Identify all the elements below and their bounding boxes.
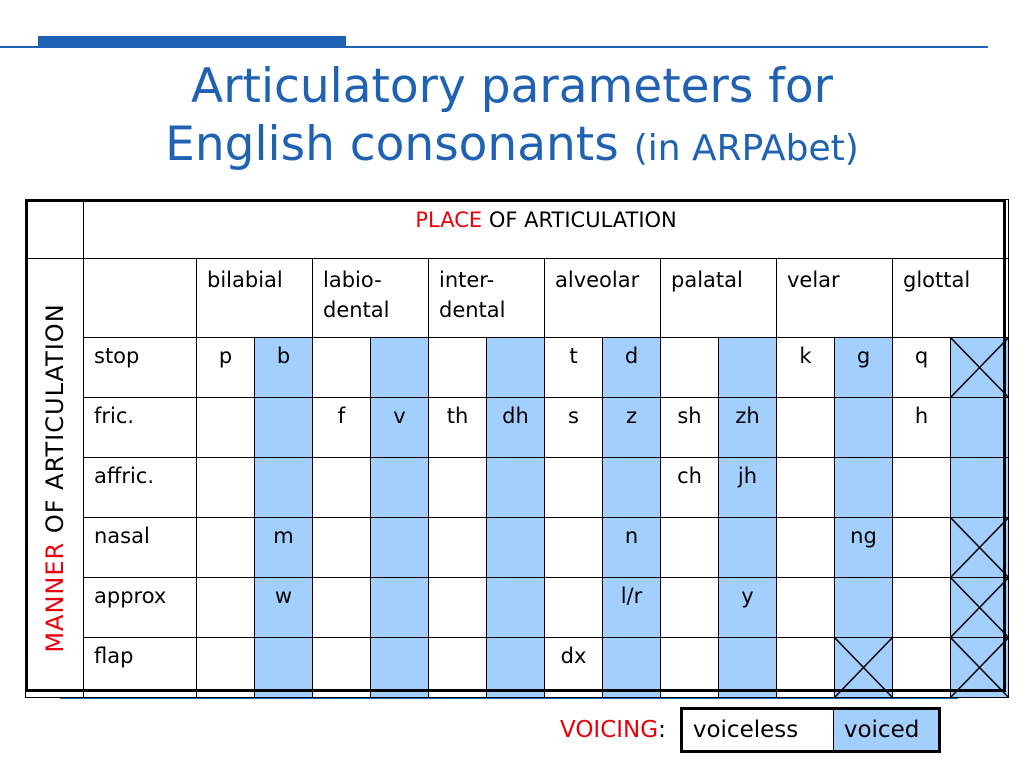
place-label-red: PLACE: [415, 208, 483, 232]
voiced-cell: [719, 458, 777, 518]
manner-row-label: nasal: [84, 518, 197, 578]
voiced-cell: [487, 638, 545, 698]
phoneme: l/r: [620, 584, 643, 608]
voiceless-cell: [197, 578, 255, 638]
voiced-cell: [371, 578, 429, 638]
voiceless-cell: [661, 638, 719, 698]
voiceless-cell: [893, 458, 951, 518]
voiced-cell: [603, 458, 661, 518]
phoneme: f: [337, 404, 346, 428]
table-row: [26, 458, 1009, 518]
phoneme: dh: [502, 404, 529, 428]
voiced-cell: [487, 398, 545, 458]
voiced-cell: [255, 338, 313, 398]
title-line-1: Articulatory parameters for: [191, 59, 833, 114]
phoneme: h: [914, 404, 929, 428]
voiced-cell: [371, 398, 429, 458]
legend-voiceless: voiceless: [683, 710, 834, 750]
voiceless-cell: [429, 578, 487, 638]
voicing-label: VOICING:: [560, 717, 666, 743]
manner-row-label: approx: [84, 578, 197, 638]
phoneme: dx: [560, 644, 587, 668]
cross-icon: [951, 518, 1008, 577]
voiceless-cell: [313, 518, 371, 578]
phoneme: sh: [677, 404, 702, 428]
cross-icon: [835, 638, 892, 697]
manner-row-label: stop: [84, 338, 197, 398]
voiceless-cell: [893, 578, 951, 638]
voiced-cell: [371, 338, 429, 398]
manner-row-label: affric.: [84, 458, 197, 518]
title-line-2-main: English consonants: [165, 117, 619, 172]
manner-row-label: flap: [84, 638, 197, 698]
voiced-cell: [255, 638, 313, 698]
voiceless-cell: [893, 398, 951, 458]
place-header-3: [545, 259, 661, 338]
voiceless-cell: [313, 338, 371, 398]
voiced-cell: [487, 578, 545, 638]
voiceless-cell: [429, 338, 487, 398]
place-header-5: [777, 259, 893, 338]
voiced-cell: [835, 638, 893, 698]
place-label: palatal: [671, 268, 743, 292]
voiceless-cell: [661, 458, 719, 518]
voiced-cell: [603, 398, 661, 458]
voiceless-cell: [777, 518, 835, 578]
phoneme: t: [569, 344, 578, 368]
cross-icon: [951, 338, 1008, 397]
voiced-cell: [487, 458, 545, 518]
voiceless-cell: [313, 398, 371, 458]
voiceless-cell: [545, 638, 603, 698]
voiceless-cell: [197, 518, 255, 578]
place-header-1: [313, 259, 429, 338]
table-row: [26, 518, 1009, 578]
place-label: alveolar: [555, 268, 640, 292]
voiced-cell: [255, 398, 313, 458]
voiceless-cell: [429, 458, 487, 518]
voiced-cell: [487, 518, 545, 578]
phoneme: g: [856, 344, 871, 368]
phoneme: z: [625, 404, 638, 428]
place-header-0: [197, 259, 313, 338]
voiceless-cell: [661, 518, 719, 578]
voiceless-cell: [777, 338, 835, 398]
manner-label-red: MANNER: [40, 541, 69, 653]
voiced-cell: [835, 578, 893, 638]
manner-label: [41, 303, 69, 652]
voiced-cell: [719, 518, 777, 578]
voiced-cell: [951, 638, 1009, 698]
voiced-cell: [603, 638, 661, 698]
place-label: inter- dental: [439, 268, 506, 322]
phoneme: ch: [677, 464, 702, 488]
voicing-legend-box: [680, 707, 941, 753]
corner-cell: [26, 200, 84, 259]
voicing-legend: [560, 707, 941, 753]
voiced-cell: [603, 518, 661, 578]
voiceless-cell: [429, 398, 487, 458]
manner-header: [26, 259, 84, 698]
place-header-4: [661, 259, 777, 338]
phoneme: zh: [735, 404, 760, 428]
voiceless-cell: [197, 338, 255, 398]
phoneme: w: [274, 584, 293, 608]
voiceless-cell: [661, 338, 719, 398]
voiced-cell: [951, 338, 1009, 398]
slide-title: [0, 58, 1024, 178]
voiced-cell: [951, 458, 1009, 518]
table-row: [26, 398, 1009, 458]
cross-icon: [951, 578, 1008, 637]
manner-label-rest: OF ARTICULATION: [40, 303, 69, 542]
voiced-cell: [835, 458, 893, 518]
title-line-2: [0, 116, 1024, 178]
voiced-cell: [255, 518, 313, 578]
voiced-cell: [719, 638, 777, 698]
cross-icon: [951, 638, 1008, 697]
voiceless-cell: [197, 638, 255, 698]
voiceless-cell: [545, 398, 603, 458]
voiced-cell: [719, 338, 777, 398]
voiced-cell: [371, 518, 429, 578]
phoneme: b: [276, 344, 291, 368]
voiceless-cell: [545, 458, 603, 518]
voiceless-cell: [197, 458, 255, 518]
voiceless-cell: [197, 398, 255, 458]
voiced-cell: [603, 338, 661, 398]
voiced-cell: [951, 398, 1009, 458]
phoneme: m: [273, 524, 294, 548]
voiceless-cell: [777, 398, 835, 458]
manner-row-label: fric.: [84, 398, 197, 458]
voiced-cell: [835, 398, 893, 458]
phoneme: d: [624, 344, 639, 368]
voiceless-cell: [545, 338, 603, 398]
voiceless-cell: [777, 578, 835, 638]
voiceless-cell: [893, 638, 951, 698]
voiceless-cell: [313, 458, 371, 518]
voiceless-cell: [893, 338, 951, 398]
place-label: glottal: [903, 268, 971, 292]
top-accent-bar: [38, 36, 346, 46]
top-divider-line: [0, 46, 988, 48]
voiceless-cell: [545, 518, 603, 578]
table-row: [26, 338, 1009, 398]
voiced-cell: [951, 518, 1009, 578]
place-header: [84, 200, 1009, 259]
phoneme: ng: [850, 524, 877, 548]
voiceless-cell: [661, 578, 719, 638]
voiced-cell: [603, 578, 661, 638]
voiceless-cell: [777, 638, 835, 698]
voiced-cell: [371, 638, 429, 698]
table-row: [26, 638, 1009, 698]
place-label-rest: OF ARTICULATION: [482, 208, 677, 232]
voiced-cell: [835, 338, 893, 398]
voiceless-cell: [777, 458, 835, 518]
voiceless-cell: [313, 638, 371, 698]
place-header-2: [429, 259, 545, 338]
phoneme: p: [218, 344, 233, 368]
voiceless-cell: [661, 398, 719, 458]
voiced-cell: [371, 458, 429, 518]
voiced-cell: [487, 338, 545, 398]
voiceless-cell: [313, 578, 371, 638]
phoneme: v: [393, 404, 406, 428]
place-header-6: [893, 259, 1009, 338]
phoneme: s: [568, 404, 579, 428]
voiceless-cell: [893, 518, 951, 578]
phoneme: y: [741, 584, 754, 608]
place-label: labio- dental: [323, 268, 390, 322]
table-row: [26, 578, 1009, 638]
consonant-table: [25, 199, 1009, 698]
phoneme: k: [799, 344, 812, 368]
voiced-cell: [255, 458, 313, 518]
title-paren: (in ARPAbet): [633, 128, 859, 169]
voiceless-cell: [545, 578, 603, 638]
voiced-cell: [951, 578, 1009, 638]
voiceless-cell: [429, 518, 487, 578]
voiced-cell: [255, 578, 313, 638]
voiceless-cell: [429, 638, 487, 698]
legend-voiced: voiced: [834, 710, 938, 750]
place-label: bilabial: [207, 268, 283, 292]
place-label: velar: [787, 268, 840, 292]
phoneme: th: [446, 404, 469, 428]
phoneme: jh: [737, 464, 758, 488]
voiced-cell: [719, 578, 777, 638]
voiced-cell: [835, 518, 893, 578]
bottom-divider-line: [60, 698, 958, 699]
phoneme: q: [914, 344, 929, 368]
voiced-cell: [719, 398, 777, 458]
phoneme: n: [624, 524, 639, 548]
places-corner-cell: [84, 259, 197, 338]
